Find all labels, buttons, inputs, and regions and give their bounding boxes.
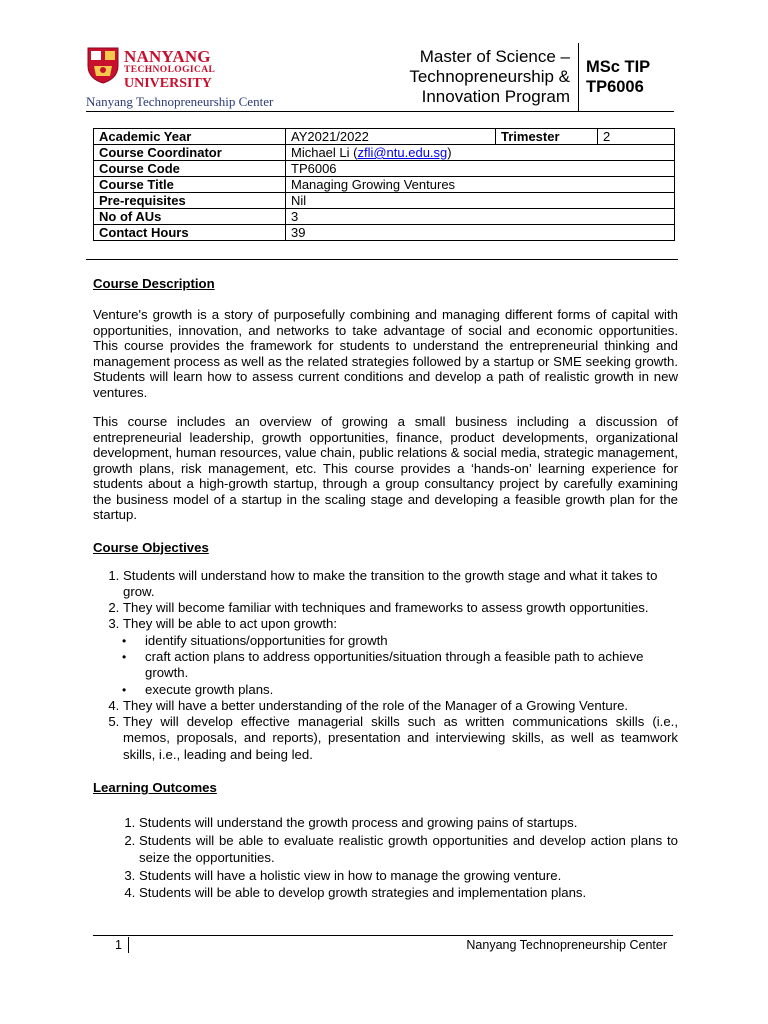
outcomes-list [93, 814, 678, 902]
coordinator-name: Michael Li ( [291, 145, 358, 160]
academic-year-label: Academic Year [94, 129, 286, 145]
description-paragraph-1: Venture's growth is a story of purposefully combining and managing different forms of capital with opportunities, innovation, and networks to take advantage of social and economic opportunities. This course provides the framework for students to understand the entrepreneurial thinking and management process as well as the related strategies followed by a startup or SME seeking growth. Students will learn how to assess current conditions and develop a path of realistic growth in new ventures. [93, 307, 678, 400]
header-rule [86, 111, 674, 112]
page-number: 1 [115, 938, 122, 952]
list-item: 4. They will have a better understanding of the role of the Manager of a Growing Venture. [123, 698, 678, 714]
logo-line-1: NANYANG [124, 47, 211, 66]
section-separator [86, 259, 678, 260]
list-item [123, 616, 678, 697]
footer-rule [93, 935, 673, 936]
university-name [124, 48, 215, 91]
trimester-value: 2 [598, 129, 675, 145]
table-row [94, 193, 675, 209]
ntu-logo [86, 46, 296, 112]
prereq-label: Pre-requisites [94, 193, 286, 209]
coordinator-email-link[interactable]: zfli@ntu.edu.sg [357, 145, 448, 160]
course-tag [586, 57, 650, 97]
aus-value: 3 [286, 209, 675, 225]
table-row [94, 129, 675, 145]
table-row [94, 145, 675, 161]
list-item: 1. Students will understand the growth process and growing pains of startups. [139, 814, 678, 832]
academic-year-value: AY2021/2022 [286, 129, 496, 145]
course-objectives-heading: Course Objectives [93, 539, 209, 555]
page-number-divider [128, 937, 129, 953]
coordinator-value [286, 145, 675, 161]
course-tag-line-2: TP6006 [586, 78, 644, 96]
objectives-list [93, 568, 678, 764]
objectives-sublist [123, 633, 678, 698]
document-body [93, 276, 678, 902]
list-item: 3. Students will have a holistic view in how to manage the growing venture. [139, 867, 678, 885]
learning-outcomes-heading: Learning Outcomes [93, 780, 217, 796]
list-item: 2. Students will be able to evaluate realistic growth opportunities and develop action plans to seize the opportunities. [139, 832, 678, 867]
contact-hours-label: Contact Hours [94, 225, 286, 241]
ntu-crest-icon [86, 46, 120, 84]
aus-label: No of AUs [94, 209, 286, 225]
course-code-value: TP6006 [286, 161, 675, 177]
program-line-1: Master of Science – [419, 47, 570, 66]
logo-line-2: TECHNOLOGICAL [124, 65, 216, 75]
table-row [94, 177, 675, 193]
bullet-item: • execute growth plans. [145, 682, 678, 698]
list-item: 4. Students will be able to develop growth strategies and implementation plans. [139, 884, 678, 902]
course-description-heading: Course Description [93, 276, 215, 291]
list-item: 1. Students will understand how to make the transition to the growth stage and what it takes to grow. [123, 568, 678, 601]
header-divider [578, 43, 579, 111]
table-row [94, 209, 675, 225]
course-code-label: Course Code [94, 161, 286, 177]
contact-hours-value: 39 [286, 225, 675, 241]
list-item: 5. They will develop effective managerial skills such as written communications skills (i.e., memos, proposals, and reports), presentation and interviewing skills, as well as teamwork skills, i.e., leading and being led. [123, 714, 678, 763]
course-info-table [93, 128, 675, 241]
footer-center-name: Nanyang Technopreneurship Center [466, 938, 667, 952]
coordinator-close: ) [447, 145, 452, 160]
program-line-3: Innovation Program [421, 87, 570, 106]
trimester-label: Trimester [496, 129, 598, 145]
list-item-text: They will be able to act upon growth: [123, 616, 338, 632]
bullet-item: • craft action plans to address opportunities/situation through a feasible path to achieve growth. [145, 649, 678, 682]
description-paragraph-2: This course includes an overview of growing a small business including a discussion of entrepreneurial leadership, growth opportunities, finance, product developments, organizational development, human resources, value chain, public relations & social media, strategic management, growth plans, risk management, etc. This course provides a ‘hands-on’ learning experience for students about a high-growth startup, through a group consultancy project by carefully examining the business model of a startup in the scaling stage and developing a feasible growth plan for the startup. [93, 414, 678, 522]
prereq-value: Nil [286, 193, 675, 209]
coordinator-label: Course Coordinator [94, 145, 286, 161]
table-row [94, 161, 675, 177]
list-item: 2. They will become familiar with techniques and frameworks to assess growth opportunities. [123, 600, 678, 616]
program-line-2: Technopreneurship & [409, 67, 570, 86]
course-title-label: Course Title [94, 177, 286, 193]
table-row [94, 225, 675, 241]
logo-line-3: UNIVERSITY [124, 75, 212, 91]
program-title [409, 47, 570, 107]
course-title-value: Managing Growing Ventures [286, 177, 675, 193]
course-tag-line-1: MSc TIP [586, 58, 651, 76]
bullet-item: • identify situations/opportunities for growth [145, 633, 678, 649]
center-name: Nanyang Technopreneurship Center [86, 94, 274, 109]
